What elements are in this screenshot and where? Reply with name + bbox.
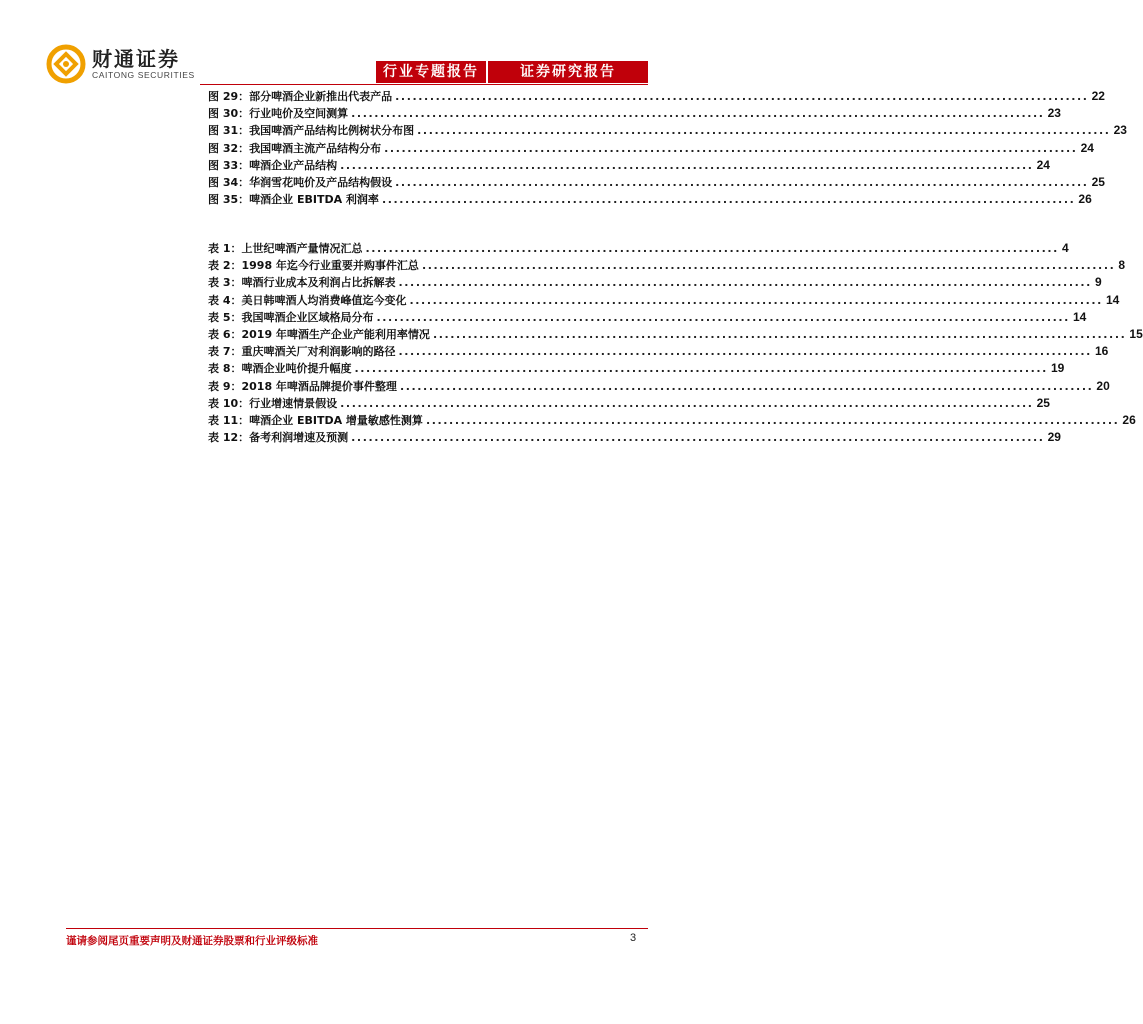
dot-leader: ........................................................................................................................ [399,379,1094,393]
table-entry-label: 表 8：啤酒企业吨价提升幅度 [208,362,352,376]
dot-leader: ........................................................................................................................ [417,124,1111,138]
figure-entry-page: 26 [1078,192,1092,207]
table-entry[interactable] [208,257,1126,274]
disclaimer-note: 谨请参阅尾页重要声明及财通证券股票和行业评级标准 [66,935,318,947]
figure-entry[interactable] [208,88,1105,105]
table-entry-label: 表 9：2018 年啤酒品牌提价事件整理 [208,379,397,393]
table-entry[interactable] [208,326,1143,343]
brand-text [92,48,195,81]
page-number: 3 [630,932,637,944]
dot-leader: ........................................................................................................................ [398,276,1092,290]
dot-leader: ........................................................................................................................ [381,193,1076,207]
brand-logo [46,44,195,84]
dot-leader: ........................................................................................................................ [376,310,1070,324]
dot-leader: ........................................................................................................................ [351,431,1045,445]
table-entry[interactable] [208,378,1110,395]
figure-entry-label: 图 33：啤酒企业产品结构 [208,158,338,172]
table-entry-label: 表 1：上世纪啤酒产量情况汇总 [208,242,363,255]
dot-leader: ........................................................................................................................ [395,90,1089,103]
table-entry[interactable] [208,395,1050,412]
table-entry-page: 14 [1105,292,1120,307]
figure-entry-label: 图 35：啤酒企业 EBITDA 利润率 [208,193,379,207]
table-entry-page: 16 [1094,344,1109,359]
table-entry-label: 表 10：行业增速情景假设 [208,396,338,410]
dot-leader: ........................................................................................................................ [354,362,1048,376]
figure-index [208,88,1127,208]
table-entry[interactable] [208,360,1065,377]
figure-entry-page: 23 [1047,106,1061,121]
figure-entry-page: 24 [1080,140,1094,155]
table-entry-label: 表 7：重庆啤酒关厂对利润影响的路径 [208,345,396,359]
figure-entry-label: 图 30：行业吨价及空间测算 [208,107,349,121]
dot-leader: ........................................................................................................................ [384,141,1078,155]
dot-leader: ........................................................................................................................ [340,158,1034,172]
table-index [208,240,1143,446]
figure-entry-page: 24 [1036,157,1050,172]
figure-entry-page: 25 [1091,174,1105,189]
figure-entry[interactable] [208,191,1092,208]
brand-name-en: CAITONG SECURITIES [92,69,195,80]
table-entry-label: 表 2：1998 年迄今行业重要并购事件汇总 [208,259,419,273]
dot-leader: ........................................................................................................................ [351,107,1045,121]
table-entry-label: 表 3：啤酒行业成本及利润占比拆解表 [208,276,396,290]
figure-entry-label: 图 31：我国啤酒产品结构比例树状分布图 [208,124,415,138]
table-entry-page: 25 [1036,395,1050,410]
dot-leader: ........................................................................................................................ [398,345,1092,359]
table-entry-label: 表 12：备考利润增速及预测 [208,431,349,445]
table-entry-page: 20 [1096,378,1110,393]
table-entry-page: 15 [1129,326,1143,341]
dot-leader: ........................................................................................................................ [409,293,1103,307]
table-entry-label: 表 4：美日韩啤酒人均消费峰值迄今变化 [208,293,407,307]
figure-entry[interactable] [208,122,1127,139]
figure-entry-page: 23 [1113,123,1127,138]
table-entry[interactable] [208,429,1061,446]
dot-leader: ........................................................................................................................ [432,327,1127,341]
report-type-tabs [376,61,648,83]
table-entry-page: 14 [1072,309,1087,324]
dot-leader: ........................................................................................................................ [340,396,1034,410]
table-entry-label: 表 6：2019 年啤酒生产企业产能利用率情况 [208,327,430,341]
dot-leader: ........................................................................................................................ [425,413,1120,427]
caitong-logo-icon [46,44,86,84]
table-entry-page: 9 [1094,275,1102,290]
table-entry[interactable] [208,274,1102,291]
table-entry[interactable] [208,343,1109,360]
figure-entry-label: 图 34：华润雪花吨价及产品结构假设 [208,175,393,189]
dot-leader: ........................................................................................................................ [421,259,1116,273]
table-entry-page: 26 [1122,412,1136,427]
dot-leader: ........................................................................................................................ [395,175,1089,189]
brand-name-cn: 财通证券 [92,46,180,71]
table-entry-page: 19 [1050,361,1065,376]
footer-divider [66,928,648,929]
figure-entry[interactable] [208,174,1105,191]
figure-entry-page: 22 [1091,89,1105,103]
table-entry-page: 29 [1047,430,1061,445]
figure-entry-label: 图 29：部分啤酒企业新推出代表产品 [208,90,393,103]
figure-entry[interactable] [208,157,1050,174]
figure-entry[interactable] [208,105,1061,122]
table-entry-label: 表 5：我国啤酒企业区域格局分布 [208,310,374,324]
figure-entry[interactable] [208,140,1094,157]
tab-industry-report: 行业专题报告 [376,61,486,83]
table-entry[interactable] [208,292,1120,309]
table-entry-label: 表 11：啤酒企业 EBITDA 增量敏感性测算 [208,413,423,427]
tab-securities-research: 证券研究报告 [488,61,648,83]
figure-entry-label: 图 32：我国啤酒主流产品结构分布 [208,141,382,155]
table-entry-page: 8 [1118,258,1126,273]
table-entry[interactable] [208,412,1136,429]
table-entry-page: 4 [1061,241,1069,255]
table-entry[interactable] [208,240,1069,257]
header-divider [200,84,648,85]
table-entry[interactable] [208,309,1087,326]
dot-leader: ........................................................................................................................ [365,242,1059,255]
